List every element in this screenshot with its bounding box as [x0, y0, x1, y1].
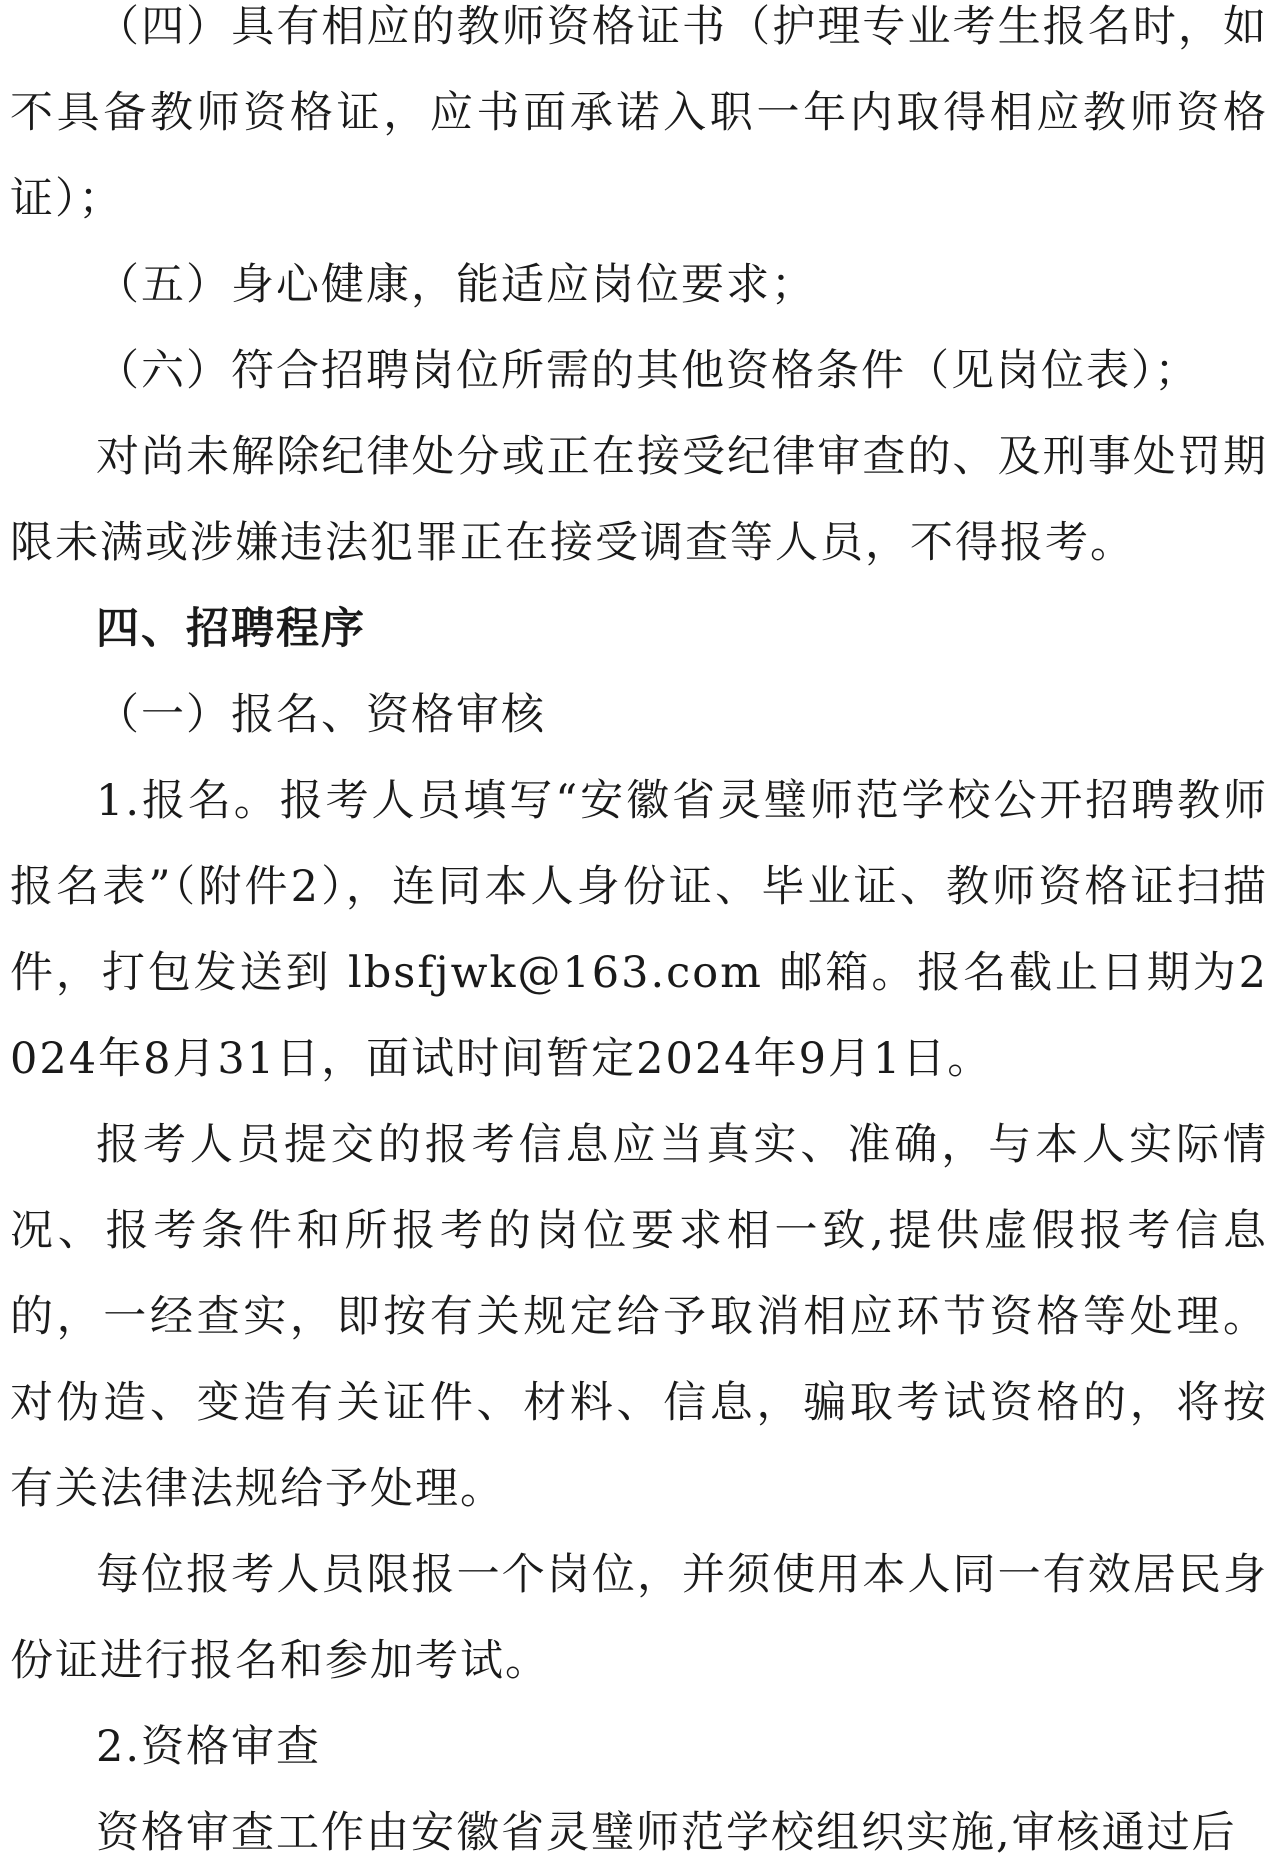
one-position-paragraph: 每位报考人员限报一个岗位，并须使用本人同一有效居民身份证进行报名和参加考试。 [10, 1550, 1268, 1686]
qualification-review-paragraph: 资格审查工作由安徽省灵璧师范学校组织实施,审核通过后 [96, 1808, 1237, 1858]
section-heading-recruitment-procedure: 四、招聘程序 [96, 604, 366, 654]
exclusion-paragraph: 对尚未解除纪律处分或正在接受纪律审查的、及刑事处罚期限未满或涉嫌违法犯罪正在接受调查等人员，不得报考。 [10, 432, 1268, 568]
qualification-review-title: 2.资格审查 [96, 1722, 322, 1772]
truthfulness-paragraph: 报考人员提交的报考信息应当真实、准确，与本人实际情况、报考条件和所报考的岗位要求相一致,提供虚假报考信息的，一经查实，即按有关规定给予取消相应环节资格等处理。对伪造、变造有关证件、材料、信息，骗取考试资格的，将按有关法律法规给予处理。 [10, 1120, 1268, 1514]
registration-paragraph: 1.报名。报考人员填写“安徽省灵璧师范学校公开招聘教师报名表”（附件2），连同本人身份证、毕业证、教师资格证扫描件，打包发送到 lbsfjwk@163.com 邮箱。报名截止日期为2024年8月31日，面试时间暂定2024年9月1日。 [10, 776, 1268, 1084]
requirement-6: （六）符合招聘岗位所需的其他资格条件（见岗位表）； [96, 346, 1200, 396]
requirement-4: （四）具有相应的教师资格证书（护理专业考生报名时，如不具备教师资格证，应书面承诺入职一年内取得相应教师资格证）； [10, 2, 1268, 224]
requirement-5: （五）身心健康，能适应岗位要求； [96, 260, 816, 310]
subsection-heading-registration-review: （一）报名、资格审核 [96, 690, 546, 740]
